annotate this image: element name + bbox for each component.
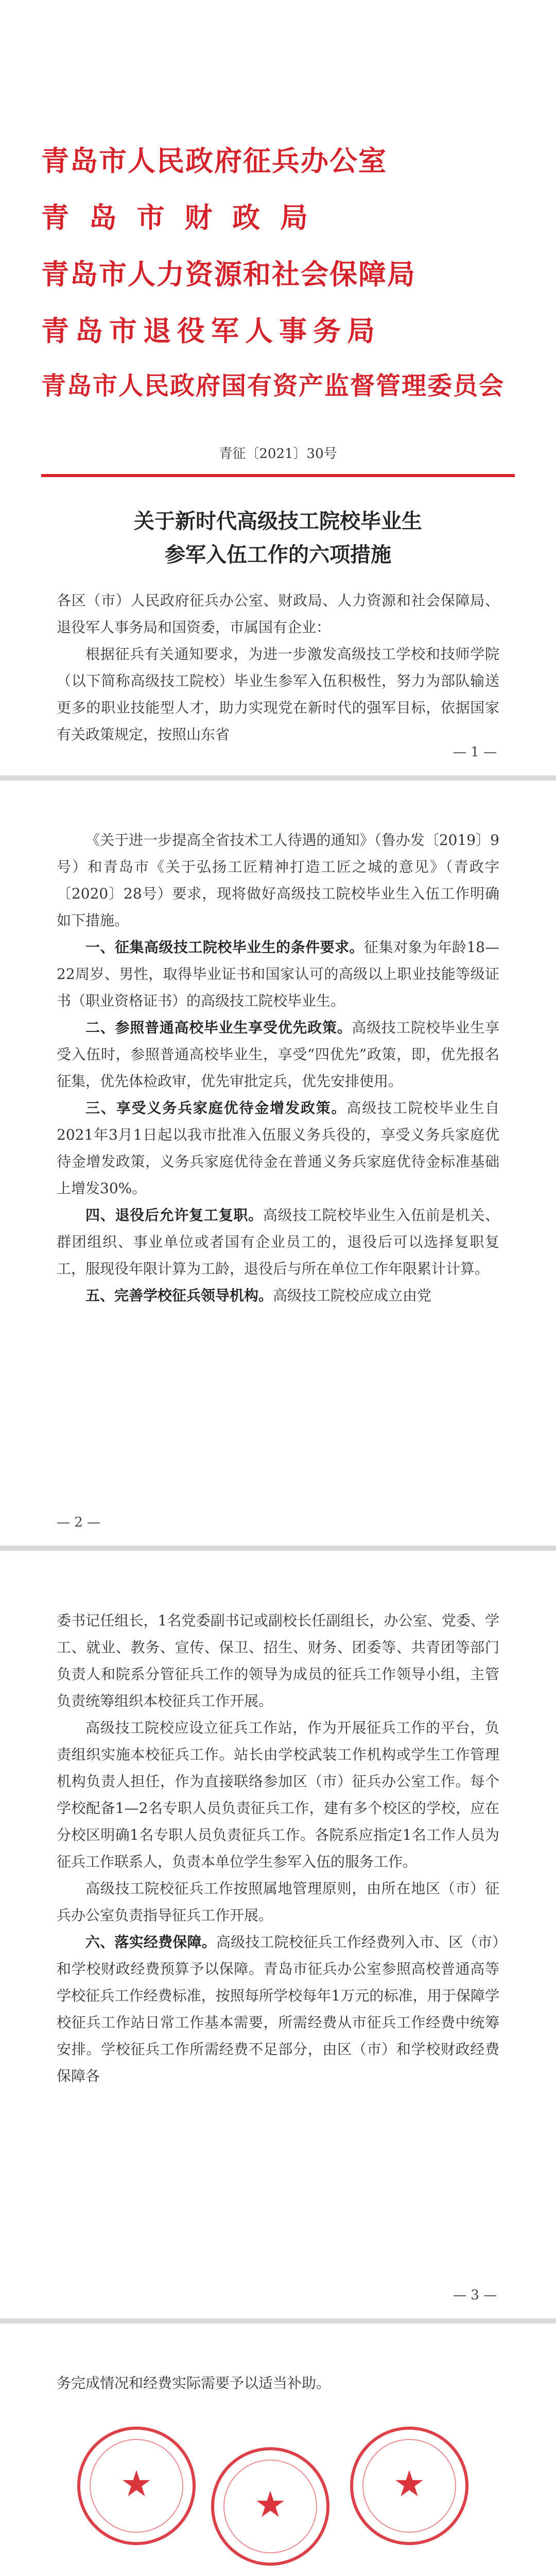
- page-2: [0, 781, 556, 1546]
- issuer-line-5: 青岛市人民政府国有资产监督管理委员会: [41, 371, 505, 400]
- page-3: [0, 1551, 556, 2318]
- measure-5-body: 高级技工院校应成立由党: [273, 1287, 432, 1304]
- measure-6-head: 六、落实经费保障。: [85, 1934, 216, 1951]
- issuer-line-4: 青岛市退役军人事务局: [41, 315, 381, 347]
- measure-3: [57, 1095, 499, 1202]
- page-separator: [0, 775, 556, 781]
- page-4: [0, 2324, 556, 2576]
- measure-4-body: 高级技工院校毕业生入伍前是机关、群团组织、事业单位或者国有企业员工的，退役后可以选择复职复工，服现役年限计算为工龄，退役后与所在单位工作年限累计计算。: [57, 1207, 499, 1277]
- page-2-body: [57, 827, 499, 1309]
- official-seal-1: ★: [77, 2427, 196, 2545]
- page-4-body: [57, 2370, 499, 2397]
- measure-6: [57, 1929, 499, 2090]
- measure-3-head: 三、享受义务兵家庭优待金增发政策。: [85, 1099, 347, 1116]
- official-seal-3: ★: [350, 2427, 468, 2545]
- document-number: 青征〔2021〕30号: [219, 446, 337, 462]
- measure-1-body: 征集对象为年龄18—22周岁、男性，取得毕业证书和国家认可的高级以上职业技能等级证书（职业资格证书）的高级技工院校毕业生。: [57, 939, 499, 1009]
- addressee: 各区（市）人民政府征兵办公室、财政局、人力资源和社会保障局、退役军人事务局和国资委，市属国有企业：: [57, 592, 499, 636]
- intro-paragraph: 根据征兵有关通知要求，为进一步激发高级技工学校和技师学院（以下简称高级技工院校）毕业生参军入伍积极性，努力为部队输送更多的职业技能型人才，助力实现党在新时代的强军目标，依据国家有关政策规定，按照山东省: [57, 646, 499, 743]
- issuer-line-2: 青 岛 市 财 政 局: [41, 201, 313, 234]
- measure-2-body: 高级技工院校毕业生享受入伍时，参照普通高校毕业生，享受“四优先”政策，即，优先报名征集，优先体检政审，优先审批定兵，优先安排使用。: [57, 1019, 499, 1090]
- title-line-2: 参军入伍工作的六项措施: [165, 543, 391, 567]
- measure-1-head: 一、征集高级技工院校毕业生的条件要求。: [85, 939, 364, 956]
- issuer-line-1: 青岛市人民政府征兵办公室: [41, 145, 387, 177]
- official-seal-2: ★: [211, 2447, 329, 2566]
- issuer-line-3: 青岛市人力资源和社会保障局: [41, 258, 416, 291]
- measure-3-body: 高级技工院校毕业生自2021年3月1日起以我市批准入伍服义务兵役的，享受义务兵家庭优待金增发政策，义务兵家庭优待金在普通义务兵家庭优待金标准基础上增发30%。: [57, 1099, 499, 1197]
- measure-6-body: 高级技工院校征兵工作经费列入市、区（市）和学校财政经费预算予以保障。青岛市征兵办公室参照高校普通高等学校征兵工作经费标准，按照每所学校每年1万元的标准，用于保障学校征兵工作站日常工作基本需要，所需经费从市征兵工作经费中统筹安排。学校征兵工作所需经费不足部分，由区（市）和学校财政经费保障各: [57, 1934, 499, 2084]
- page-3-body: [57, 1607, 499, 2090]
- closing-line: 务完成情况和经费实际需要予以适当补助。: [57, 2375, 331, 2392]
- measure-4: [57, 1202, 499, 1282]
- measure-2: [57, 1014, 499, 1095]
- page-1: [0, 0, 556, 775]
- title-line-1: 关于新时代高级技工院校毕业生: [134, 510, 422, 533]
- page-number-3: — 3 —: [453, 2287, 497, 2303]
- page-1-body: [57, 587, 499, 748]
- measure-4-head: 四、退役后允许复工复职。: [85, 1207, 263, 1224]
- workstation-paragraph: 高级技工院校应设立征兵工作站，作为开展征兵工作的平台，负责组织实施本校征兵工作。站长由学校武装工作机构或学生工作管理机构负责人担任，作为直接联络参加区（市）征兵办公室工作。每个学校配备1—2名专职人员负责征兵工作，建有多个校区的学校，应在分校区明确1名专职人员负责征兵工作。各院系应指定1名工作人员为征兵工作联系人，负责本单位学生参军入伍的服务工作。: [57, 1719, 499, 1870]
- page-number-1: — 1 —: [453, 744, 497, 760]
- territorial-paragraph: 高级技工院校征兵工作按照属地管理原则，由所在地区（市）征兵办公室负责指导征兵工作开展。: [57, 1880, 499, 1924]
- measure-5-head: 五、完善学校征兵领导机构。: [85, 1287, 273, 1304]
- red-divider: [41, 474, 515, 477]
- measure-1: [57, 934, 499, 1014]
- policy-intro: 《关于进一步提高全省技术工人待遇的通知》（鲁办发〔2019〕9号）和青岛市《关于弘扬工匠精神打造工匠之城的意见》（青政字〔2020〕28号）要求，现将做好高级技工院校毕业生入伍工作明确如下措施。: [57, 832, 499, 929]
- measure-2-head: 二、参照普通高校毕业生享受优先政策。: [85, 1019, 352, 1036]
- page-number-2: — 2 —: [57, 1515, 101, 1530]
- leadership-paragraph: 委书记任组长，1名党委副书记或副校长任副组长，办公室、党委、学工、就业、教务、宣传、保卫、招生、财务、团委等、共青团等部门负责人和院系分管征兵工作的领导为成员的征兵工作领导小组，主管负责统筹组织本校征兵工作开展。: [57, 1612, 499, 1709]
- page-separator: [0, 2318, 556, 2324]
- measure-5: [57, 1282, 499, 1309]
- page-separator: [0, 1546, 556, 1551]
